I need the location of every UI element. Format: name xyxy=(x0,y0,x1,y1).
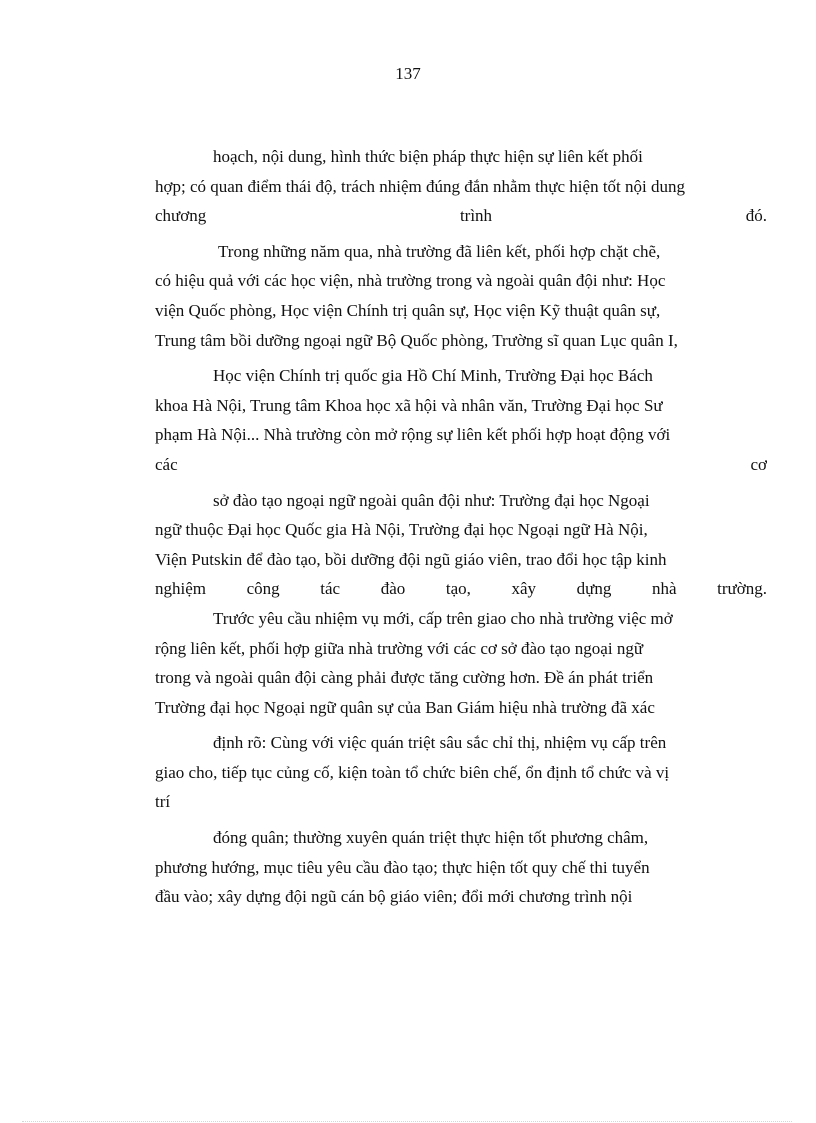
text-line xyxy=(155,574,767,604)
text-line: Trong những năm qua, nhà trường đã liên kết, phối hợp chặt chẽ, xyxy=(218,241,661,261)
text-word: tạo, xyxy=(445,579,471,599)
text-word: nghiệm xyxy=(155,579,206,599)
page-number: 137 xyxy=(395,64,421,83)
text-word: đó. xyxy=(745,206,767,226)
text-word: trình xyxy=(459,206,493,226)
text-word: công xyxy=(246,579,280,599)
text-word: trường. xyxy=(717,579,767,599)
text-word: các xyxy=(155,454,178,474)
text-line: Viện Putskin để đào tạo, bồi dưỡng đội ngũ giáo viên, trao đổi học tập kinh xyxy=(155,549,667,569)
text-line: trí xyxy=(155,792,171,812)
text-word: chương xyxy=(155,206,207,226)
text-line: phương hướng, mục tiêu yêu cầu đào tạo; thực hiện tốt quy chế thi tuyển xyxy=(155,857,650,877)
text-line: sở đào tạo ngoại ngữ ngoài quân đội như: Trường đại học Ngoại xyxy=(213,490,650,510)
text-line: trong và ngoài quân đội càng phải được tăng cường hơn. Đề án phát triển xyxy=(155,668,654,688)
text-line: định rõ: Cùng với việc quán triệt sâu sắc chỉ thị, nhiệm vụ cấp trên xyxy=(213,733,667,753)
text-line: giao cho, tiếp tục củng cố, kiện toàn tổ chức biên chế, ổn định tổ chức và vị xyxy=(155,762,670,782)
text-line: có hiệu quả với các học viện, nhà trường trong và ngoài quân đội như: Học xyxy=(155,271,666,291)
text-line: đầu vào; xây dựng đội ngũ cán bộ giáo viên; đổi mới chương trình nội xyxy=(155,887,633,907)
text-line: khoa Hà Nội, Trung tâm Khoa học xã hội và nhân văn, Trường Đại học Sư xyxy=(155,395,663,415)
text-line: Trung tâm bồi dưỡng ngoại ngữ Bộ Quốc phòng, Trường sĩ quan Lục quân I, xyxy=(155,330,678,350)
text-line: Học viện Chính trị quốc gia Hồ Chí Minh, Trường Đại học Bách xyxy=(213,366,653,386)
page-bottom-divider xyxy=(22,1121,792,1122)
text-word: dựng xyxy=(576,579,612,599)
text-line: Trước yêu cầu nhiệm vụ mới, cấp trên giao cho nhà trường việc mở xyxy=(213,608,673,628)
text-line: rộng liên kết, phối hợp giữa nhà trường với các cơ sở đào tạo ngoại ngữ xyxy=(155,638,644,658)
text-line: đóng quân; thường xuyên quán triệt thực hiện tốt phương châm, xyxy=(213,828,649,848)
text-line: viện Quốc phòng, Học viện Chính trị quân sự, Học viện Kỹ thuật quân sự, xyxy=(155,300,661,320)
text-word: tác xyxy=(320,579,341,599)
text-word: cơ xyxy=(750,454,767,474)
text-line xyxy=(155,450,767,480)
text-word: đào xyxy=(380,579,406,599)
document-body xyxy=(155,142,767,912)
text-line: ngữ thuộc Đại học Quốc gia Hà Nội, Trường đại học Ngoại ngữ Hà Nội, xyxy=(155,520,648,540)
text-line: hoạch, nội dung, hình thức biện pháp thực hiện sự liên kết phối xyxy=(213,147,643,166)
text-word: xây xyxy=(511,579,537,599)
text-line: phạm Hà Nội... Nhà trường còn mở rộng sự liên kết phối hợp hoạt động với xyxy=(155,425,671,445)
text-word: nhà xyxy=(651,579,677,599)
text-line xyxy=(155,201,767,231)
text-line: hợp; có quan điểm thái độ, trách nhiệm đúng đắn nhằm thực hiện tốt nội dung xyxy=(155,176,685,196)
text-line: Trường đại học Ngoại ngữ quân sự của Ban Giám hiệu nhà trường đã xác xyxy=(155,697,655,717)
